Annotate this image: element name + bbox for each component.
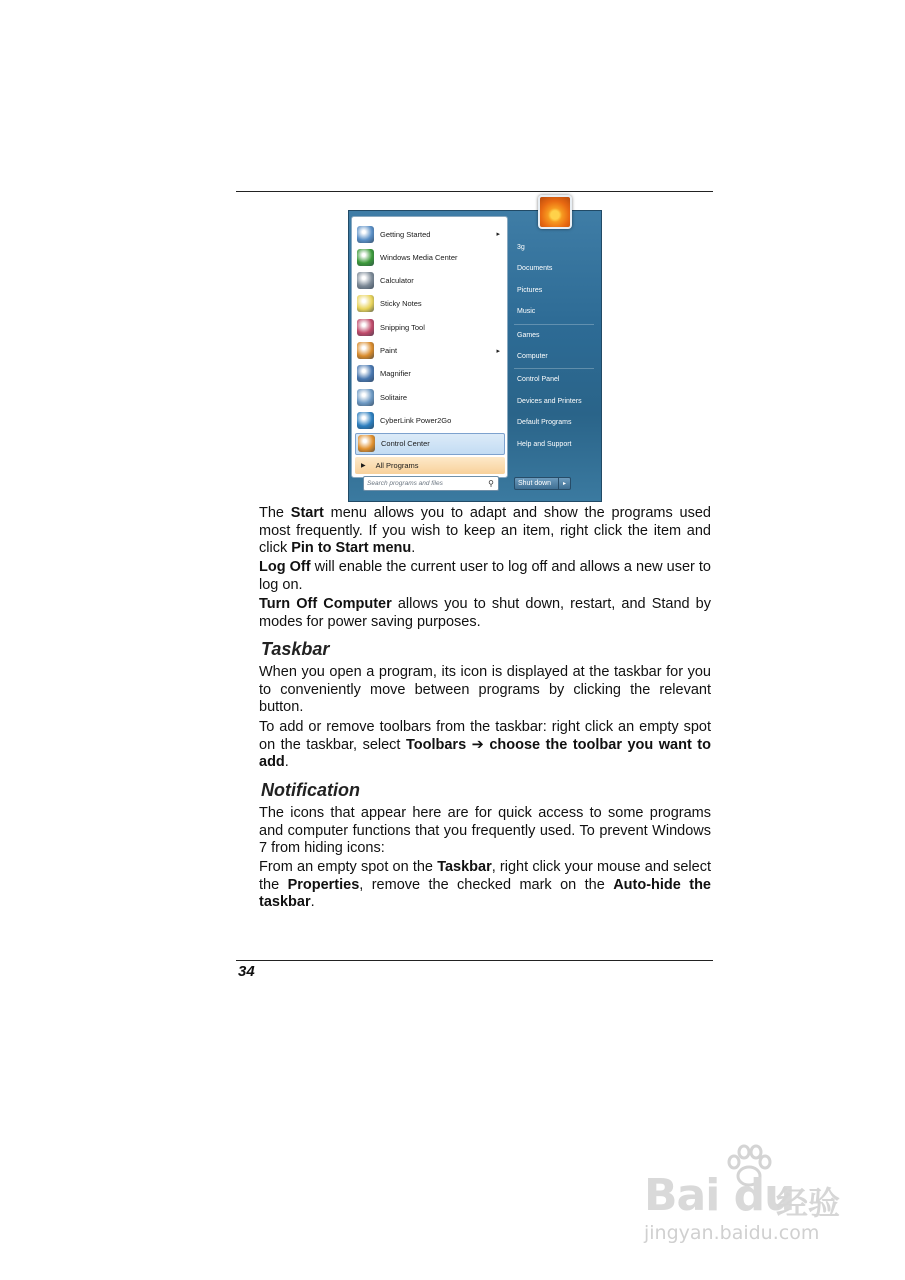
start-menu-screenshot [348,210,602,502]
programs-pane [351,216,508,478]
baidu-watermark [640,1140,860,1250]
search-input[interactable] [363,476,499,491]
start-right-item[interactable]: Pictures [517,287,543,294]
program-label: CyberLink Power2Go [380,415,452,425]
paragraph-autohide: From an empty spot on the Taskbar, right click your mouse and select the Properties, remove the checked mark on the Auto-hide the taskbar. [259,859,712,910]
paragraph-taskbar: When you open a program, its icon is displayed at the taskbar for you to conveniently move between programs by clicking the relevant button. [259,664,711,715]
program-label: Solitaire [380,392,408,402]
program-label: Calculator [380,276,414,286]
program-item[interactable] [355,340,505,362]
snipping-tool-icon [357,319,374,336]
program-label: Sticky Notes [380,299,422,309]
triangle-right-icon: ▶ [361,463,366,469]
program-label: Getting Started [380,229,431,239]
watermark-url: jingyan.baidu.com [644,1222,820,1244]
start-right-item[interactable]: Music [517,308,536,315]
start-right-item[interactable]: Default Programs [517,419,572,426]
start-right-item[interactable]: Control Panel [517,376,560,383]
getting-started-icon [357,226,374,243]
control-center-icon [358,435,375,452]
arrow-right-icon: ➔ [466,736,490,753]
solitaire-icon [357,389,374,406]
program-item[interactable] [355,293,505,315]
user-avatar [538,195,572,229]
all-programs-label: All Programs [375,461,419,470]
program-label: Windows Media Center [380,252,458,262]
paragraph-toolbars: To add or remove toolbars from the taskbar: right click an empty spot on the taskbar, select Toolbars ➔ choose the toolbar you want to add. [259,719,711,770]
page-number: 34 [238,963,255,980]
paint-icon [357,342,374,359]
paragraph-start-menu: The Start menu allows you to adapt and show the programs used most frequently. If you wish to keep an item, right click the item and click Pin to Start menu. [259,505,711,556]
chevron-right-icon[interactable]: ▸ [558,478,570,489]
all-programs-button[interactable] [355,457,505,474]
program-item[interactable] [355,386,505,408]
search-placeholder: Search programs and files [367,480,443,487]
watermark-logo: Bai du [644,1170,795,1221]
menu-separator [514,324,594,325]
paragraph-turn-off: Turn Off Computer allows you to shut down, restart, and Stand by modes for power saving purposes. [259,596,711,630]
bottom-rule [236,960,713,961]
menu-separator [514,368,594,369]
start-right-item[interactable]: 3g [517,244,525,251]
shutdown-button[interactable] [514,477,571,490]
program-label: Control Center [381,439,430,449]
media-center-icon [357,249,374,266]
heading-taskbar: Taskbar [261,639,330,659]
search-icon: ⚲ [488,479,494,488]
program-item[interactable] [355,316,505,338]
calculator-icon [357,272,374,289]
start-right-item[interactable]: Devices and Printers [517,398,582,405]
start-right-item[interactable]: Computer [517,353,548,360]
sticky-notes-icon [357,295,374,312]
heading-notification: Notification [261,780,360,800]
paragraph-log-off: Log Off will enable the current user to log off and allows a new user to log on. [259,559,711,593]
program-item[interactable] [355,246,505,268]
program-label: Magnifier [380,369,411,379]
program-item[interactable] [355,270,505,292]
paragraph-notification: The icons that appear here are for quick access to some programs and computer functions that you frequently used. To prevent Windows 7 from hiding icons: [259,805,711,856]
program-label: Paint [380,346,398,355]
top-rule [236,191,713,192]
start-right-item[interactable]: Documents [517,265,553,272]
chevron-right-icon: ▸ [496,347,500,355]
program-item[interactable] [355,363,505,385]
magnifier-icon [357,365,374,382]
program-label: Snipping Tool [380,322,425,332]
chevron-right-icon: ▸ [496,231,500,238]
power2go-icon [357,412,374,429]
start-right-item[interactable]: Help and Support [517,441,572,448]
program-item[interactable] [355,433,505,455]
program-item[interactable] [355,409,505,431]
shutdown-label: Shut down [518,480,552,487]
program-item[interactable] [355,223,505,245]
start-right-item[interactable]: Games [517,332,540,339]
watermark-cn: 经验 [776,1185,841,1221]
